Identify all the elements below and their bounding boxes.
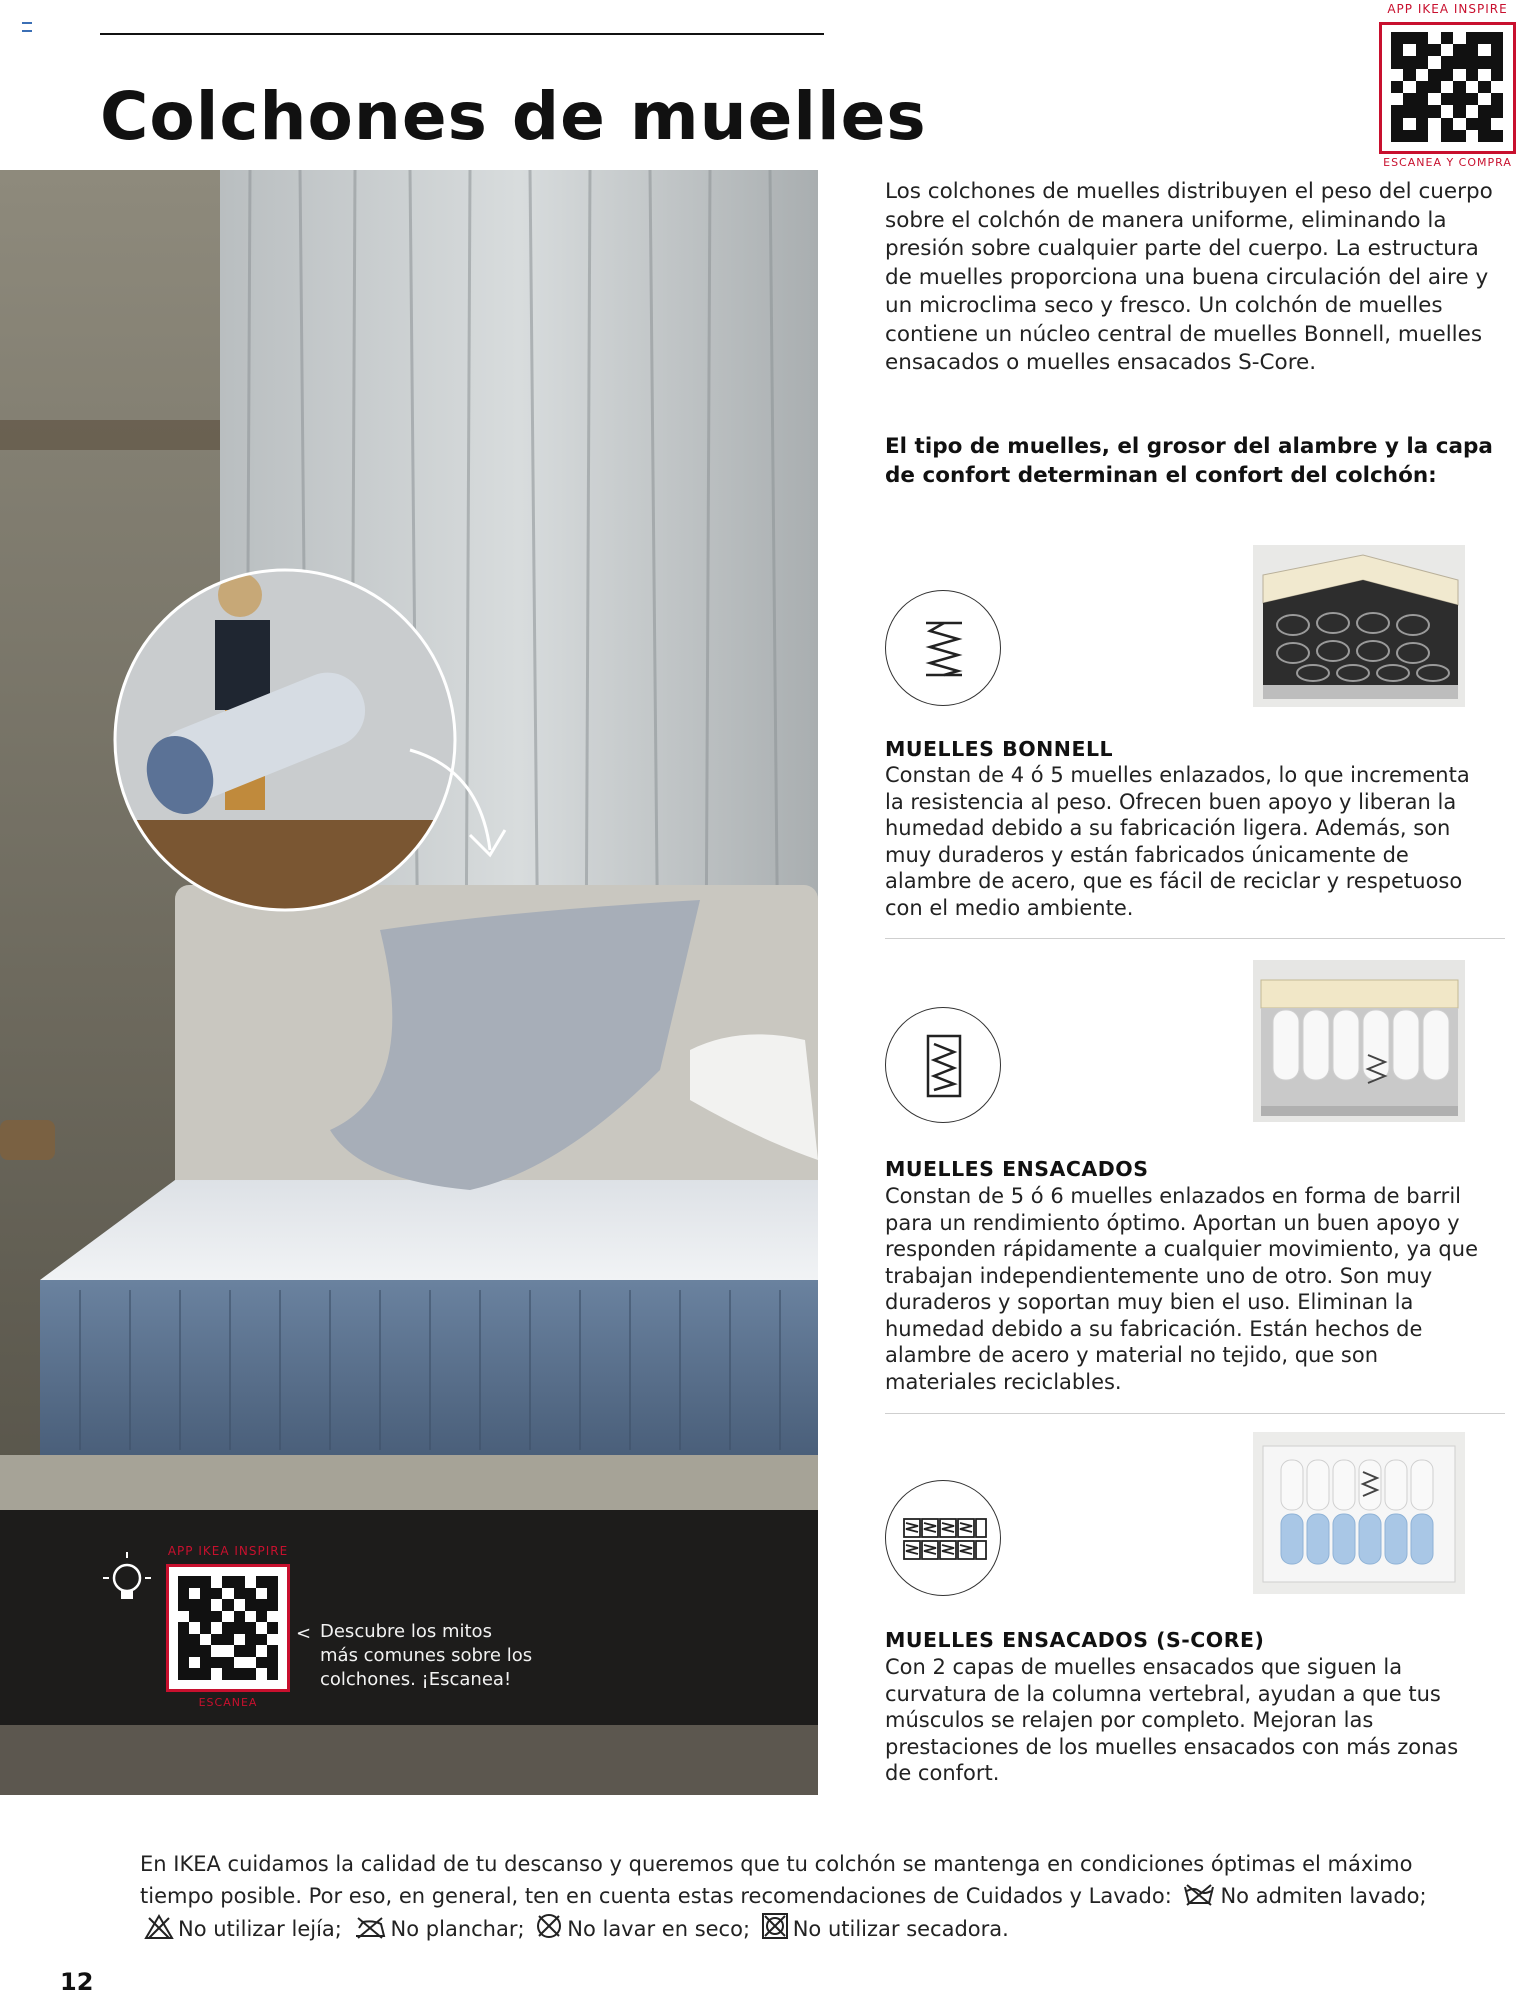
- page-number: 12: [60, 1968, 94, 1996]
- s-core-spring-icon: [885, 1480, 1001, 1596]
- no-wash-icon: [1182, 1883, 1216, 1907]
- bedroom-photo: [0, 170, 818, 1795]
- s-core-mattress-image: [1253, 1432, 1465, 1594]
- bedroom-illustration: [0, 170, 818, 1795]
- qr-code-photo[interactable]: [160, 1544, 296, 1714]
- no-bleach-icon: [144, 1914, 174, 1940]
- care-instructions: En IKEA cuidamos la calidad de tu descanso y queremos que tu colchón se mantenga en condiciones óptimas el máximo tiempo posible. Por eso, en general, ten en cuenta estas recomendaciones de Cuidados y Lavado: No admiten lavado; No utilizar lejía; No planchar; No lavar en seco; No utilizar secadora.: [140, 1852, 1427, 1941]
- no-iron-icon: [353, 1916, 387, 1940]
- qr-caption-top: APP IKEA INSPIRE: [1387, 2, 1508, 16]
- no-dry-clean-icon: [535, 1912, 563, 1940]
- section-title-pocket: MUELLES ENSACADOS: [885, 1157, 1149, 1181]
- bonnell-mattress-image: [1253, 545, 1465, 707]
- top-rule: [100, 33, 824, 35]
- section-body-bonnell: Constan de 4 ó 5 muelles enlazados, lo que incrementa la resistencia al peso. Ofrecen buen apoyo y liberan la humedad debido a su fabricación ligera. Además, son muy duraderos y están fabricados únicamente de alambre de acero, que es fácil de reciclar y respetuoso con el medio ambiente.: [885, 763, 1470, 920]
- section-body-s-core: Con 2 capas de muelles ensacados que siguen la curvatura de la columna vertebral, ayudan a que tus músculos se relajen por completo. Mejoran las prestaciones de los muelles ensacados con más zonas de confort.: [885, 1655, 1459, 1785]
- photo-qr-caption-top: APP IKEA INSPIRE: [167, 1544, 289, 1558]
- pointer-chevron: <: [296, 1623, 312, 1644]
- photo-caption: Descubre los mitos más comunes sobre los colchones. ¡Escanea!: [320, 1621, 533, 1690]
- section-title-bonnell: MUELLES BONNELL: [885, 737, 1114, 761]
- section-divider: [885, 1413, 1505, 1414]
- lead-paragraph: El tipo de muelles, el grosor del alambre y la capa de confort determinan el confort del colchón:: [885, 434, 1493, 488]
- intro-paragraph: Los colchones de muelles distribuyen el peso del cuerpo sobre el colchón de manera uniforme, eliminando la presión sobre cualquier parte del cuerpo. La estructura de muelles proporciona una buena circulación del aire y un microclima seco y fresco. Un colchón de muelles contiene un núcleo central de muelles Bonnell, muelles ensacados o muelles ensacados S-Core.: [885, 179, 1493, 375]
- page-corner-mark: [22, 22, 32, 32]
- no-tumble-dry-icon: [761, 1912, 789, 1940]
- section-title-s-core: MUELLES ENSACADOS (S-CORE): [885, 1628, 1265, 1652]
- pocket-spring-icon: [885, 1007, 1001, 1123]
- qr-pattern: [1391, 32, 1503, 142]
- qr-code-top[interactable]: [1375, 0, 1520, 172]
- qr-caption-bottom: ESCANEA Y COMPRA: [1383, 156, 1512, 169]
- section-body-pocket: Constan de 5 ó 6 muelles enlazados en forma de barril para un rendimiento óptimo. Aportan un buen apoyo y responden rápidamente a cualquier movimiento, ya que trabajan independientemente uno de otro. Son muy duraderos y soportan muy bien el uso. Eliminan la humedad debido a su fabricación. Están hechos de alambre de acero y material no tejido, que son materiales reciclables.: [885, 1184, 1478, 1394]
- section-divider: [885, 938, 1505, 939]
- photo-qr-pattern: [178, 1576, 278, 1680]
- page-title: Colchones de muelles: [100, 78, 927, 155]
- bonnell-spring-icon: [885, 590, 1001, 706]
- photo-qr-caption-bottom: ESCANEA: [198, 1696, 258, 1709]
- pocket-mattress-image: [1253, 960, 1465, 1122]
